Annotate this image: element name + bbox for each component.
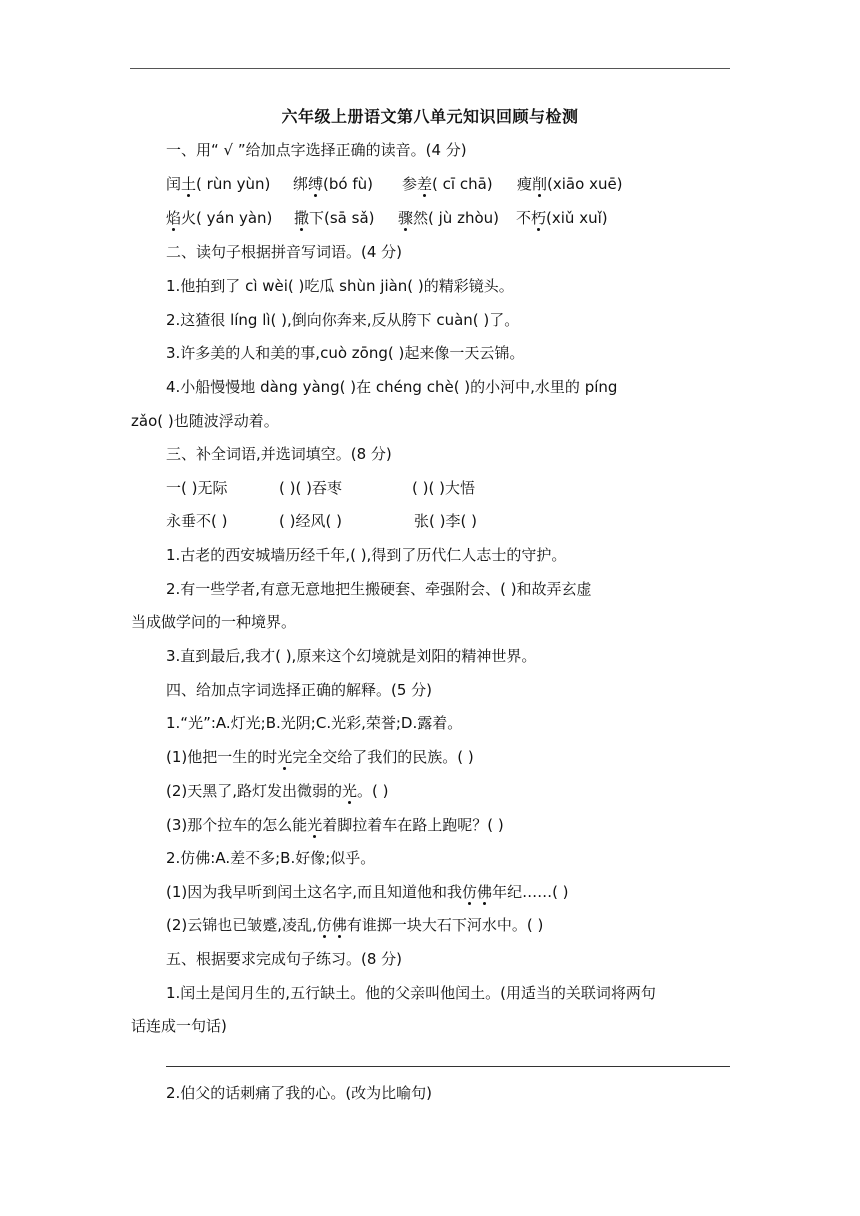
section-4-heading: 四、给加点字词选择正确的解释。(5 分) [166,681,433,699]
section-2-heading: 二、读句子根据拼音写词语。(4 分) [166,243,403,261]
idiom-row-2 [0,511,860,533]
pinyin-item: 撒下(sā sǎ) [294,209,375,227]
question-2-4: 4.小船慢慢地 dàng yàng( )在 chéng chè( )的小河中,水里的 píng [166,378,618,396]
question-5-1: 1.闰土是闰月生的,五行缺土。他的父亲叫他闰土。(用适当的关联词将两句 [166,984,656,1002]
question-5-1-cont: 话连成一句话) [131,1017,227,1035]
question-4-1-1: (1)他把一生的时光完全交给了我们的民族。( ) [166,748,474,766]
question-2-2: 2.这猹很 líng lì( ),倒向你奔来,反从胯下 cuàn( )了。 [166,311,520,329]
question-2-1: 1.他拍到了 cì wèi( )吃瓜 shùn jiàn( )的精彩镜头。 [166,277,514,295]
question-4-2-1: (1)因为我早听到闰土这名字,而且知道他和我仿佛年纪……( ) [166,883,569,901]
question-3-2: 2.有一些学者,有意无意地把生搬硬套、牵强附会、( )和故弄玄虚 [166,580,592,598]
pinyin-row-2 [0,208,860,230]
idiom-blank: ( )( )大悟 [412,479,475,497]
section-1-heading: 一、用“ √ ”给加点字选择正确的读音。(4 分) [166,141,467,159]
pinyin-item: 参差( cī chā) [402,175,493,193]
page-title: 六年级上册语文第八单元知识回顾与检测 [281,107,579,126]
pinyin-item: 闰土( rùn yùn) [166,175,271,193]
section-3-heading: 三、补全词语,并选词填空。(8 分) [166,445,392,463]
pinyin-item: 绑缚(bó fù) [293,175,373,193]
definition-group-2: 2.仿佛:A.差不多;B.好像;似乎。 [166,849,376,867]
idiom-blank: ( )经风( ) [279,512,342,530]
header-rule [130,68,730,69]
question-4-1-2: (2)天黑了,路灯发出微弱的光。( ) [166,782,389,800]
question-4-1-3: (3)那个拉车的怎么能光着脚拉着车在路上跑呢？( ) [166,816,504,834]
question-2-4-cont: zǎo( )也随波浮动着。 [131,412,279,430]
question-4-2-2: (2)云锦也已皱蹙,凌乱,仿佛有谁掷一块大石下河水中。( ) [166,916,544,934]
idiom-blank: 张( )李( ) [414,512,477,530]
idiom-blank: ( )( )吞枣 [279,479,342,497]
pinyin-item: 瘦削(xiāo xuē) [517,175,623,193]
pinyin-item: 不朽(xiǔ xuǐ) [516,209,608,227]
question-3-1: 1.古老的西安城墙历经千年,( ),得到了历代仁人志士的守护。 [166,546,567,564]
answer-line[interactable] [166,1066,730,1067]
pinyin-row-1 [0,174,860,196]
section-5-heading: 五、根据要求完成句子练习。(8 分) [166,950,403,968]
question-3-3: 3.直到最后,我才( ),原来这个幻境就是刘阳的精神世界。 [166,647,537,665]
idiom-row-1 [0,478,860,500]
idiom-blank: 永垂不( ) [166,512,228,530]
pinyin-item: 焰火( yán yàn) [166,209,273,227]
question-3-2-cont: 当成做学问的一种境界。 [131,613,297,631]
pinyin-item: 骤然( jù zhòu) [398,209,499,227]
idiom-blank: 一( )无际 [166,479,228,497]
definition-group-1: 1.“光”:A.灯光;B.光阴;C.光彩,荣誉;D.露着。 [166,714,463,732]
question-5-2: 2.伯父的话刺痛了我的心。(改为比喻句) [166,1084,433,1102]
question-2-3: 3.许多美的人和美的事,cuò zōng( )起来像一天云锦。 [166,344,525,362]
